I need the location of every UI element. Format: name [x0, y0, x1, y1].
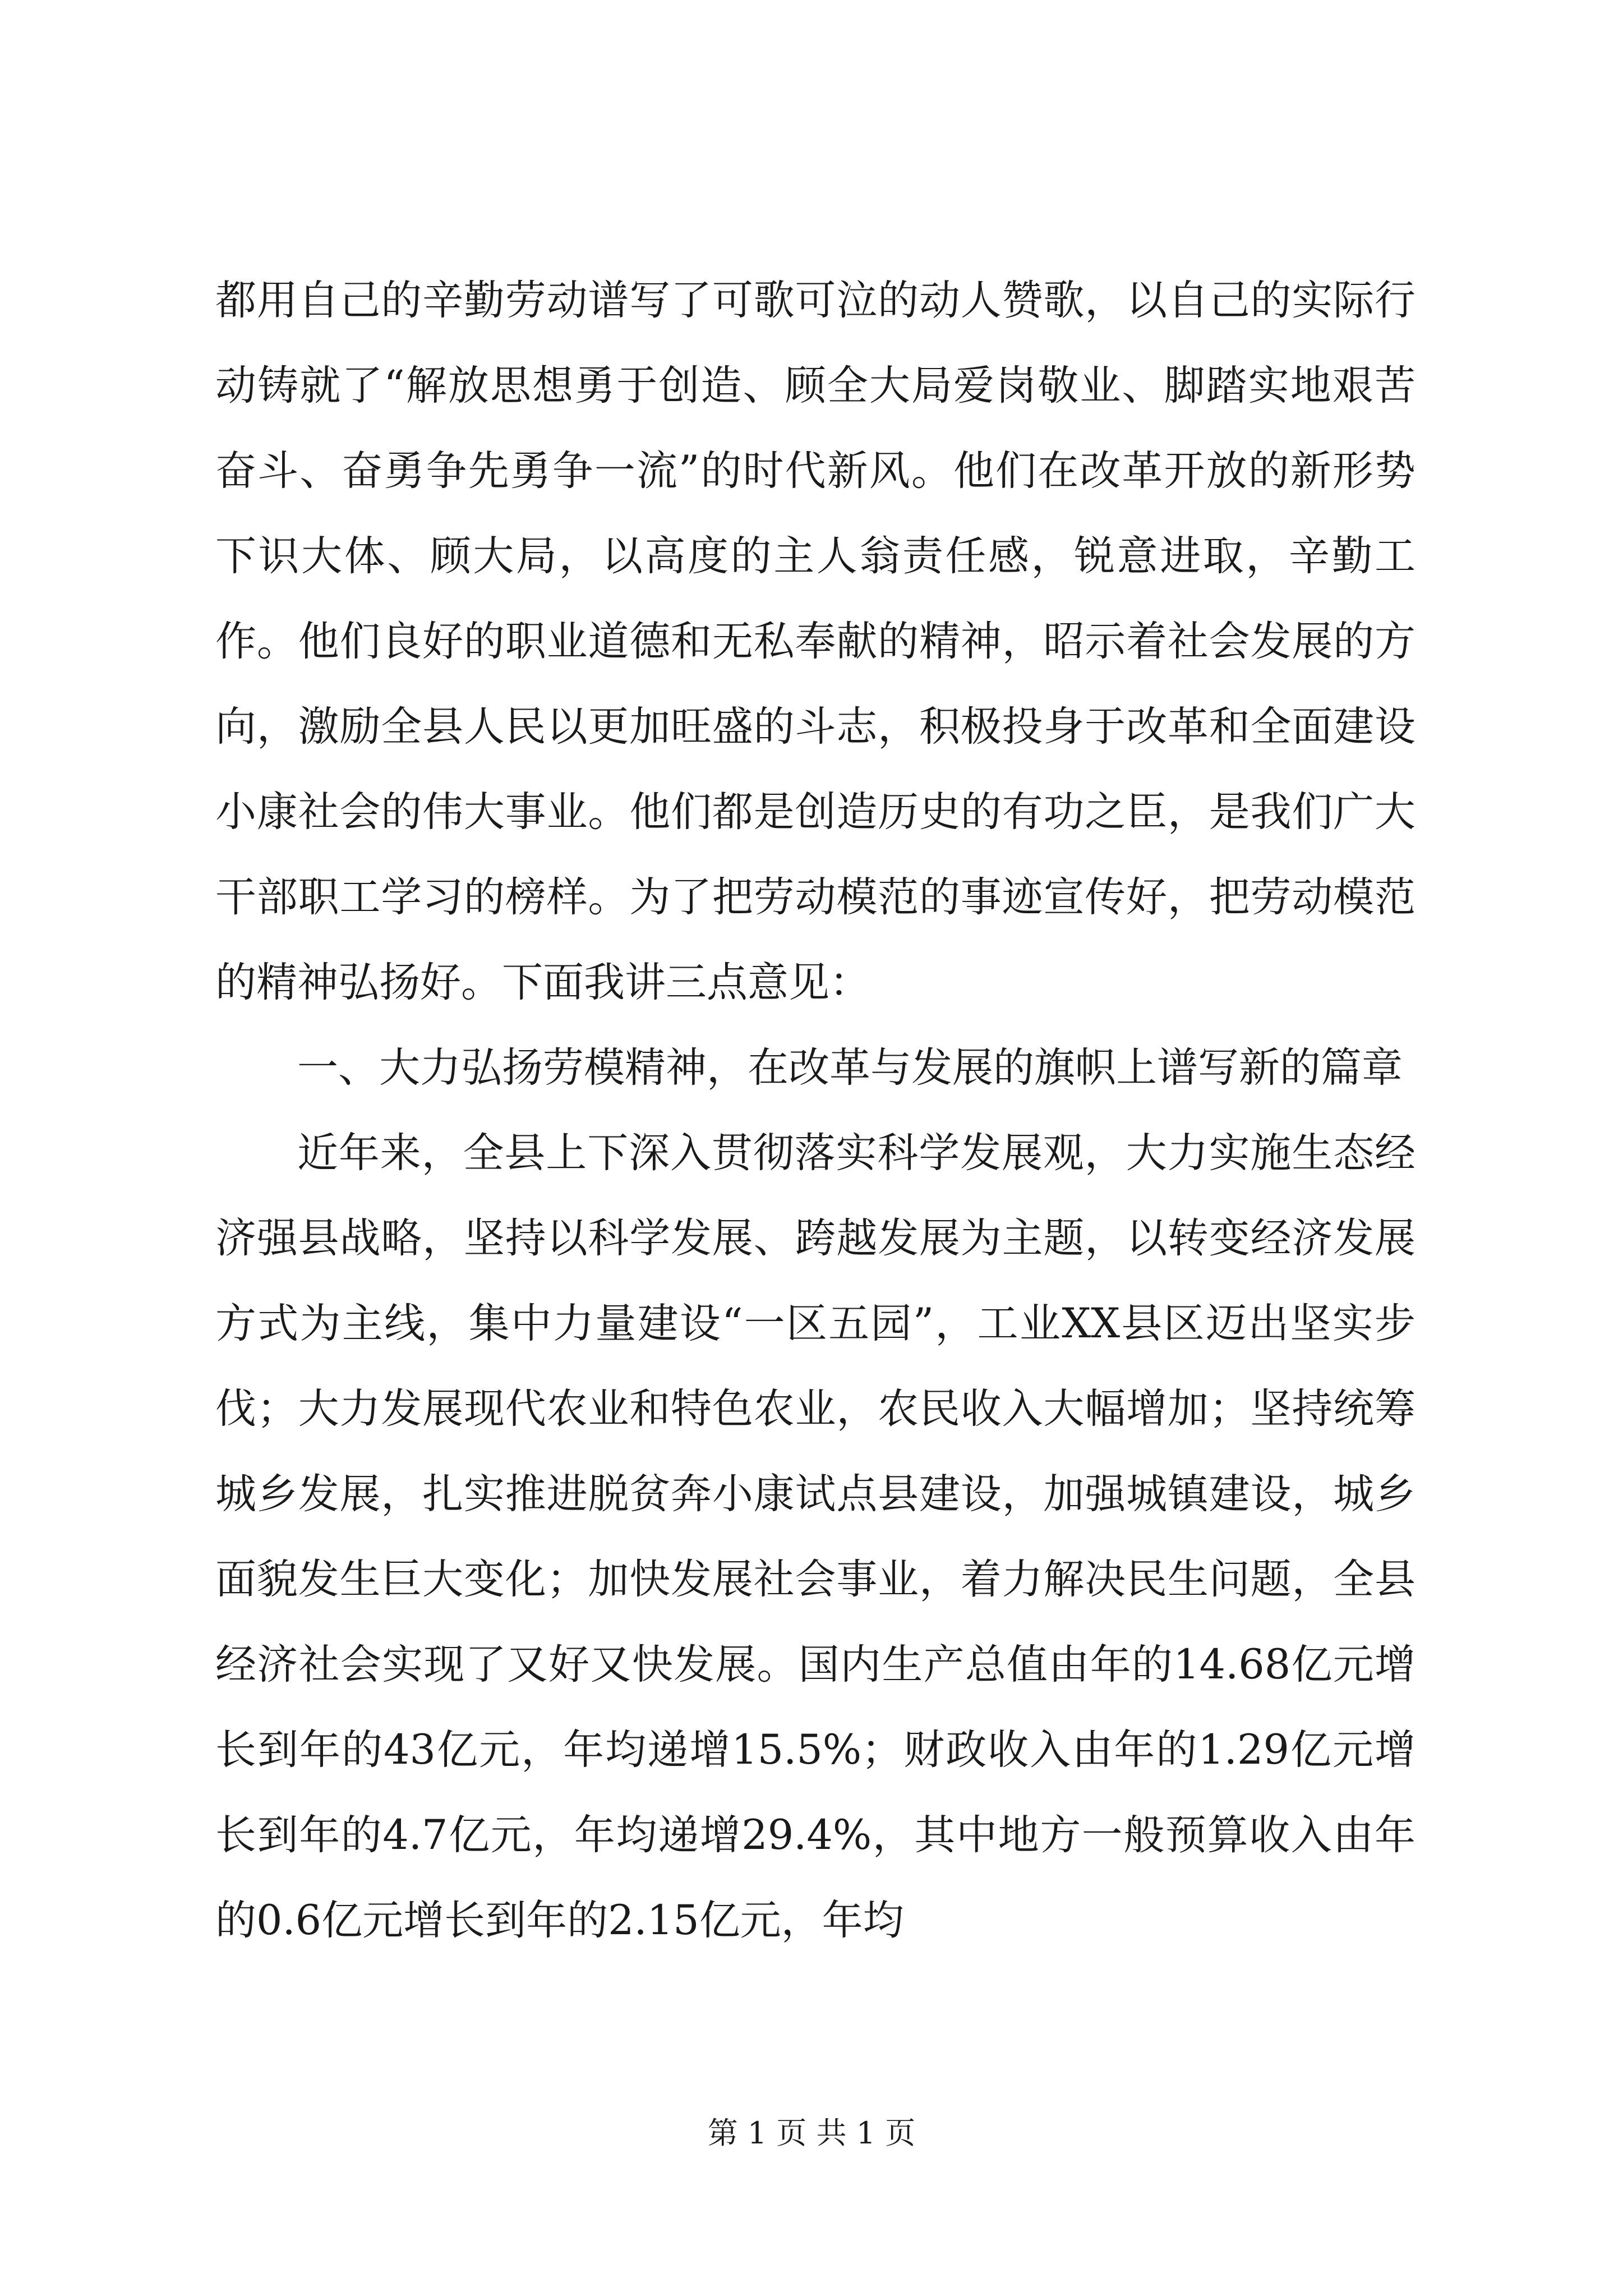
- paragraph-1: 都用自己的辛勤劳动谱写了可歌可泣的动人赞歌，以自己的实际行动铸就了“解放思想勇于创造、顾全大局爱岗敬业、脚踏实地艰苦奋斗、奋勇争先勇争一流”的时代新风。他们在改革开放的新形势下识大体、顾大局，以高度的主人翁责任感，锐意进取，辛勤工作。他们良好的职业道德和无私奉献的精神，昭示着社会发展的方向，激励全县人民以更加旺盛的斗志，积极投身于改革和全面建设小康社会的伟大事业。他们都是创造历史的有功之臣，是我们广大干部职工学习的榜样。为了把劳动模范的事迹宣传好，把劳动模范的精神弘扬好。下面我讲三点意见：: [215, 277, 1415, 1006]
- section-heading-1: 一、大力弘扬劳模精神，在改革与发展的旗帜上谱写新的篇章: [297, 1044, 1403, 1092]
- body-text: [215, 258, 1415, 1963]
- page-footer: 第 1 页 共 1 页: [707, 2115, 916, 2151]
- paragraph-2: 近年来，全县上下深入贯彻落实科学发展观，大力实施生态经济强县战略，坚持以科学发展、跨越发展为主题，以转变经济发展方式为主线，集中力量建设“一区五园”，工业XX县区迈出坚实步伐；大力发展现代农业和特色农业，农民收入大幅增加；坚持统筹城乡发展，扎实推进脱贫奔小康试点县建设，加强城镇建设，城乡面貌发生巨大变化；加快发展社会事业，着力解决民生问题，全县经济社会实现了又好又快发展。国内生产总值由年的14.68亿元增长到年的43亿元，年均递增15.5%；财政收入由年的1.29亿元增长到年的4.7亿元，年均递增29.4%，其中地方一般预算收入由年的0.6亿元增长到年的2.15亿元，年均: [215, 1129, 1415, 1944]
